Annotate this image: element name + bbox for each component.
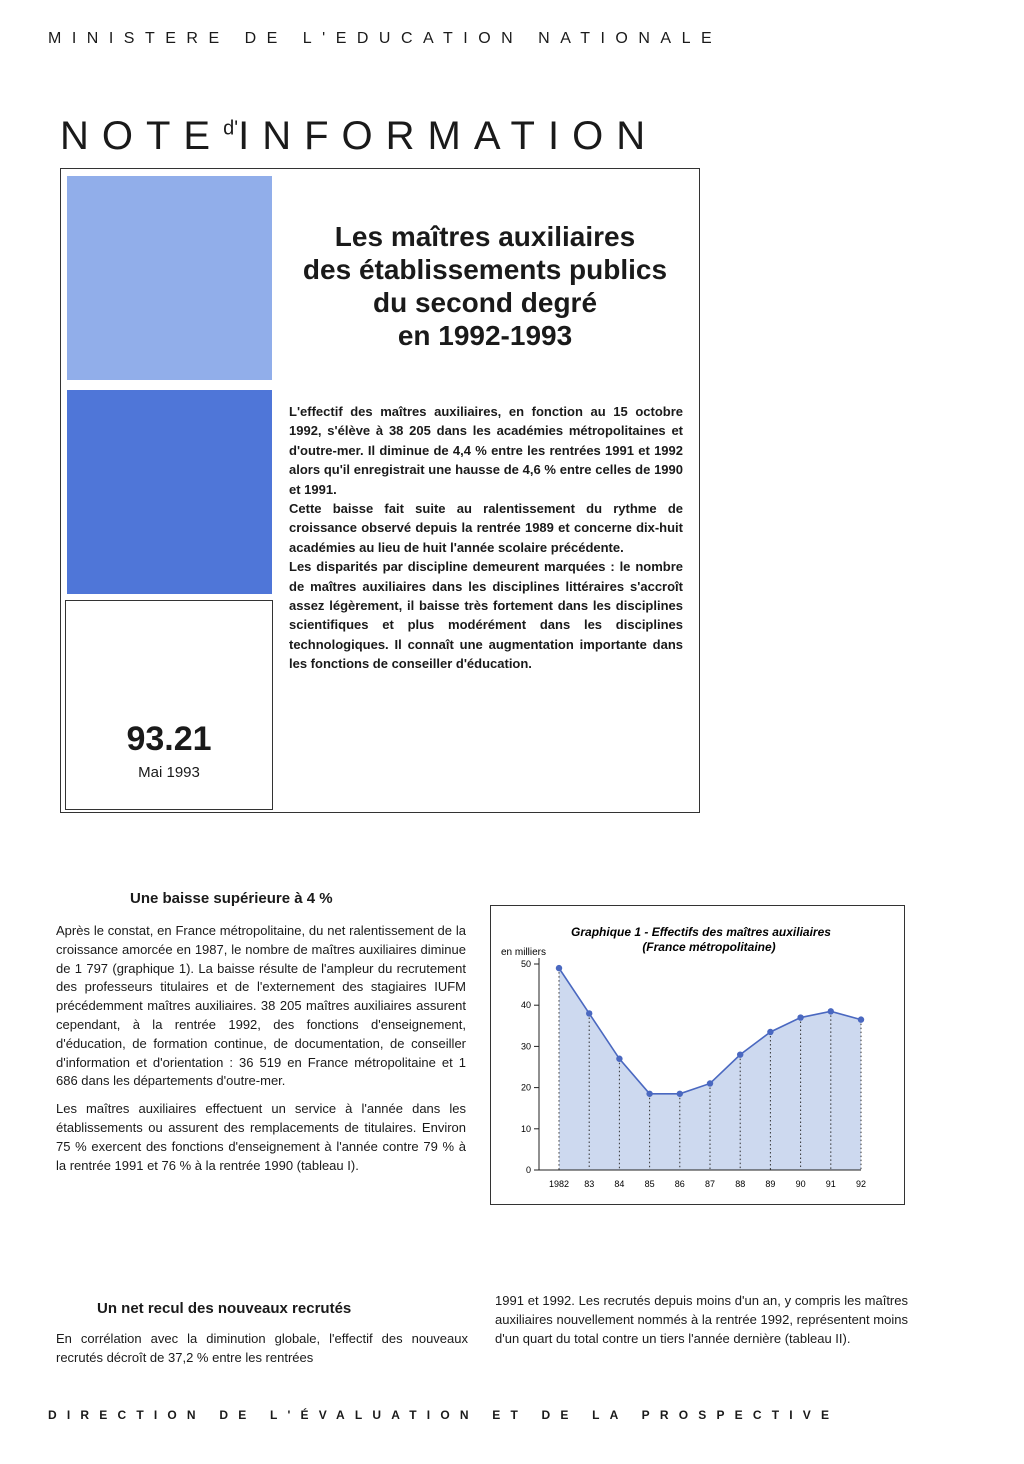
section-heading: Une baisse supérieure à 4 % [130, 890, 333, 907]
chart-data-point [616, 1056, 622, 1062]
chart-data-point [586, 1010, 592, 1016]
chart-x-tick-label: 85 [644, 1179, 655, 1189]
chart-data-point [828, 1008, 834, 1014]
footer-directorate: DIRECTION DE L'ÉVALUATION ET DE LA PROSPECTIVE [48, 1408, 840, 1422]
chart-x-tick-label: 86 [674, 1179, 685, 1189]
chart-data-point [858, 1016, 864, 1022]
chart-x-tick-label: 89 [765, 1179, 776, 1189]
chart-y-tick-label: 20 [520, 1082, 531, 1093]
chart-y-tick-label: 40 [520, 1000, 531, 1011]
summary-paragraph: Cette baisse fait suite au ralentissement du rythme de croissance observé depuis la rentrée 1989 et concerne dix-huit académies au lieu de huit l'année scolaire précédente. [289, 501, 683, 555]
chart-y-tick-label: 50 [520, 959, 531, 969]
section1-body [56, 922, 466, 1184]
title-line: en 1992-1993 [397, 320, 573, 351]
chart-data-point [797, 1014, 803, 1020]
section-heading: Un net recul des nouveaux recrutés [97, 1300, 352, 1317]
chart-subtitle: (France métropolitaine) [642, 940, 776, 954]
chart-graphique-1 [491, 906, 903, 1203]
ministry-header: MINISTERE DE L'EDUCATION NATIONALE [48, 30, 723, 47]
summary [289, 402, 683, 674]
chart-x-tick-label: 87 [704, 1179, 716, 1189]
document-title [280, 220, 690, 352]
chart-ylabel: en milliers [501, 947, 547, 958]
publication-brand [60, 114, 658, 159]
chart-data-point [707, 1080, 713, 1086]
chart-data-point [556, 965, 562, 971]
brand-information: INFORMATION [238, 114, 659, 158]
section2-body-left: En corrélation avec la diminution globale, l'effectif des nouveaux recrutés décroît de 37,2 % entre les rentrées [56, 1331, 468, 1365]
chart-x-tick-label: 1982 [548, 1179, 570, 1189]
title-line: des établissements publics [302, 254, 668, 285]
issue-date: Mai 1993 [138, 764, 200, 781]
chart-x-tick-label: 92 [855, 1179, 867, 1189]
brand-d: d' [223, 117, 239, 140]
summary-paragraph: Les disparités par discipline demeurent marquées : le nombre de maîtres auxiliaires dans les disciplines littéraires s'accroît assez légèrement, il baisse très fortement dans les disciplines scientifiques et plus modérément dans les disciplines technologiques. Il connaît une augmentation importante dans les fonctions de conseiller d'éducation. [289, 559, 683, 672]
title-line: Les maîtres auxiliaires [334, 221, 636, 252]
chart-x-tick-label: 83 [584, 1179, 595, 1189]
chart-x-tick-label: 84 [614, 1179, 625, 1189]
chart-data-point [737, 1051, 743, 1057]
dark-blue-block [67, 390, 272, 594]
body-paragraph: Les maîtres auxiliaires effectuent un service à l'année dans les établissements ou assurent des remplacements de titulaires. Environ 75 % exercent des fonctions d'enseignement à l'année contre 79 % à la rentrée 1991 et 76 % à la rentrée 1990 (tableau I). [56, 1101, 466, 1173]
chart-y-tick-label: 30 [520, 1041, 531, 1052]
brand-note: NOTE [60, 114, 224, 158]
chart-x-tick-label: 90 [795, 1179, 806, 1189]
chart-data-point [767, 1029, 773, 1035]
body-paragraph: Après le constat, en France métropolitaine, du net ralentissement de la croissance amorcée en 1987, le nombre de maîtres auxiliaires diminue de 1 797 (graphique 1). La baisse résulte de l'ampleur du recrutement des professeurs titulaires et de l'externement des stagiaires IUFM précédemment maîtres auxiliaires. 38 205 maîtres auxiliaires assurent cependant, à la rentrée 1992, des fonctions d'enseignement, d'éducation, de formation continue, de documentation, de conseiller d'information et d'orientation : 36 519 en France métropolitaine et 1 686 dans les départements d'outre-mer. [56, 923, 466, 1089]
title-line: du second degré [372, 287, 598, 318]
chart-y-tick-label: 0 [525, 1165, 531, 1175]
light-blue-block [67, 176, 272, 380]
issue-number: 93.21 [126, 720, 212, 758]
chart-data-point [677, 1091, 683, 1097]
section2-body-right: 1991 et 1992. Les recrutés depuis moins d'un an, y compris les maîtres auxiliaires nouvellement nommés à la rentrée 1992, représentent moins d'un quart du total contre un tiers l'année dernière (tableau II). [495, 1293, 908, 1346]
chart-y-tick-label: 10 [520, 1123, 531, 1134]
chart-title: Graphique 1 - Effectifs des maîtres auxiliaires [571, 925, 831, 939]
chart-frame [490, 905, 905, 1205]
chart-data-point [646, 1091, 652, 1097]
summary-paragraph: L'effectif des maîtres auxiliaires, en fonction au 15 octobre 1992, s'élève à 38 205 dans les académies métropolitaines et d'outre-mer. Il diminue de 4,4 % entre les rentrées 1991 et 1992 alors qu'il enregistrait une hausse de 4,6 % entre celles de 1990 et 1991. [289, 404, 683, 497]
chart-x-tick-label: 91 [825, 1179, 836, 1189]
chart-x-tick-label: 88 [735, 1179, 746, 1189]
